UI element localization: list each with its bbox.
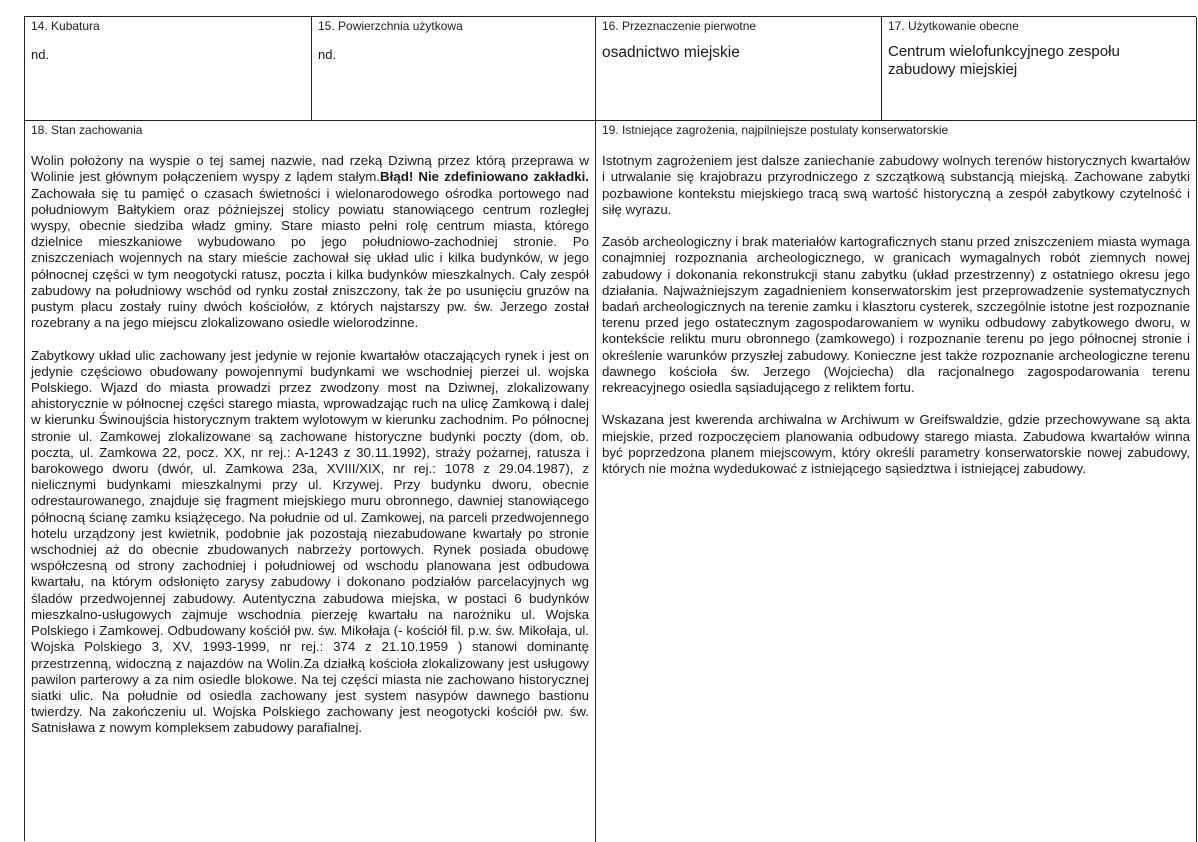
field-label: 15. Powierzchnia użytkowa <box>318 19 463 33</box>
paragraph-rest: Zachowała się tu pamięć o czasach świetności i wielonarodowego ośrodka portowego nad południowym Bałtykiem oraz późniejszej stolicy powiatu stanowiącego centrum rozległej wyspy, obecnie siedziba władz gminy. Stare miasto pełni rolę centrum miasta, którego dzielnice mieszkaniowe wybudowano po jego południowo-zachodniej stronie. Po zniszczeniach wojennych na stary mieście zachował się układ ulic i kilka budynków, w jego północnej części w tym neogotycki ratusz, poczta i kilka budynków mieszkalnych. Cały zespół zabudowy na południowy wschód od rynku został zniszczony, tak że po usunięciu gruzów na pustym placu zostały ruiny dwóch kościołów, z których najstarszy pw. św. Jerzego został rozebrany a na jego miejscu zlokalizowano osiedle wielorodzinne. <box>31 185 589 331</box>
field-label: 16. Przeznaczenie pierwotne <box>602 19 757 33</box>
section-label: 19. Istniejące zagrożenia, najpilniejsze postulaty konserwatorskie <box>602 123 949 137</box>
section-zagrozenia <box>596 121 1197 842</box>
field-uzytkowanie <box>882 17 1197 121</box>
field-label: 17. Użytkowanie obecne <box>888 19 1019 33</box>
paragraph: Istotnym zagrożeniem jest dalsze zaniechanie zabudowy wolnych terenów historycznych kwartałów i utrwalanie się krajobrazu przyrodniczego z szczątkową substancją miejską. Zachowane zabytki pozbawione kontekstu miejskiego tracą swą wartość historyczną a zespół zabytkowy czytelność i siłę wyrazu. <box>602 153 1190 217</box>
paragraph <box>31 153 589 331</box>
field-przeznaczenie <box>596 17 882 121</box>
field-value: nd. <box>318 47 337 62</box>
section-label: 18. Stan zachowania <box>31 123 143 137</box>
description-row <box>25 121 1197 842</box>
paragraph: Wskazana jest kwerenda archiwalna w Archiwum w Greifswaldzie, gdzie przechowywane są akta miejskie, przed rozpoczęciem planowania odbudowy starego miasta. Zabudowa kwartałów winna być poprzedzona planem miejscowym, który określi parametry konserwatorskie nowej zabudowy, których nie można wydedukować z istniejącego sąsiedztwa i istniejącej zabudowy. <box>602 412 1190 477</box>
field-label: 14. Kubatura <box>31 19 100 33</box>
field-value: nd. <box>31 47 50 62</box>
section-stan-zachowania <box>25 121 596 842</box>
field-value: osadnictwo miejskie <box>602 44 740 61</box>
top-fields-row <box>25 17 1197 121</box>
paragraph: Zasób archeologiczny i brak materiałów kartograficznych stanu przed zniszczeniem miasta wymaga conajmniej rozpoznania archeologicznego, w granicach wymagalnych robót ziemnych nowej zabudowy i dokonania rekonstrukcji stanu zabytku (układ przestrzenny) z ostatniego okresu jego działania. Najważniejszym zagadnieniem konserwatorskim jest przeprowadzenie systematycznych badań archeologicznych na terenie zamku i klasztoru cysterek, szczególnie istotne jest rozpoznanie terenu przed jego ostatecznym zagospodarowaniem w wyniku odbudowy zabytkowego dworu, w kontekście reliktu muru obronnego (zamkowego) i rozpoznanie terenu po jego północnej stronie i określenie warunków przyszłej zabudowy. Konieczne jest także rozpoznanie archeologiczne terenu dawnego kościoła św. Jerzego (Wojciecha) dla racjonalnego zagospodarowania terenu rekreacyjnego osiedla sąsiadującego z reliktem fortu. <box>602 234 1190 396</box>
section-body <box>31 137 589 753</box>
paragraph: Zabytkowy układ ulic zachowany jest jedynie w rejonie kwartałów otaczających rynek i jest on jedynie częściowo obudowany powojennymi budynkami we wschodniej pierzei ul. wojska Polskiego. Wjazd do miasta prowadzi przez zwodzony most na Dziwnej, zlokalizowany ahistorycznie w północnej części starego miasta, wprowadzając ruch na ulicę Zamkową i dalej w kierunku Świnoujścia historycznym traktem wylotowym w kierunku zachodnim. Po północnej stronie ul. Zamkowej zlokalizowane są zachowane historyczne budynki poczty (dom, ob. poczta, ul. Zamkowa 22, pocz. XX, nr rej.: A-1243 z 30.11.1992), straży pożarnej, ratusza i barokowego dworu (dwór, ul. Zamkowa 23a, XVIII/XIX, nr rej.: 1078 z 29.04.1987), z nielicznymi budynkami mieszkalnymi przy ul. Krzywej. Przy budynku dworu, obecnie odrestaurowanego, znajduje się fragment miejskiego muru obronnego, dawniej stanowiącego północną ścianę zamku książęcego. Na południe od ul. Zamkowej, na parceli przedwojennego hotelu urządzony jest kwietnik, podobnie jak pozostają niezabudowane kwartały po stronie wschodniej aż do obecnie zbudowanych nabrzeży portowych. Rynek posiada obudowę współczesną od strony zachodniej i południowej od wschodu planowana jest odbudowa kwartału, na którym odsłonięto zarysy zabudowy i dokonano podziałów parcelacyjnych wg śladów przedwojennej zabudowy. Autentyczna zabudowa miejska, w postaci 6 budynków mieszkalno-usługowych zajmuje wschodnia pierzeję kwartału na narożniku ul. Wojska Polskiego i Zamkowej. Odbudowany kościół pw. św. Mikołaja (- kościół fil. p.w. św. Mikołaja, ul. Wojska Polskiego 3, XV, 1993-1999, nr rej.: 374 z 21.10.1959 ) stanowi dominantę przestrzenną, widoczną z najazdów na Wolin.Za działką kościoła zlokalizowany jest usługowy pawilon parterowy a za nim osiedle blokowe. Na tej części miasta nie zachowano historycznej siatki ulic. Na południe od osiedla zachowany jest system nasypów dawnego bastionu twierdzy. Na zakończeniu ul. Wojska Polskiego zachowany jest neogotycki kościół pw. św. Satnisława z nowym kompleksem zabudowy parafialnej. <box>31 347 589 736</box>
error-text: Błąd! Nie zdefiniowano zakładki. <box>380 169 589 185</box>
field-kubatura <box>25 17 312 121</box>
paragraph-intro: Wolin położony na wyspie o tej samej nazwie, nad rzeką Dziwną przez którą przeprawa w Wolinie jest głównym połączeniem wyspy z lądem stałym. <box>31 153 589 185</box>
field-value: Centrum wielofunkcyjnego zespołu zabudowy miejskiej <box>888 43 1120 78</box>
field-powierzchnia <box>312 17 596 121</box>
record-card <box>24 16 1196 841</box>
section-body <box>602 137 1190 493</box>
